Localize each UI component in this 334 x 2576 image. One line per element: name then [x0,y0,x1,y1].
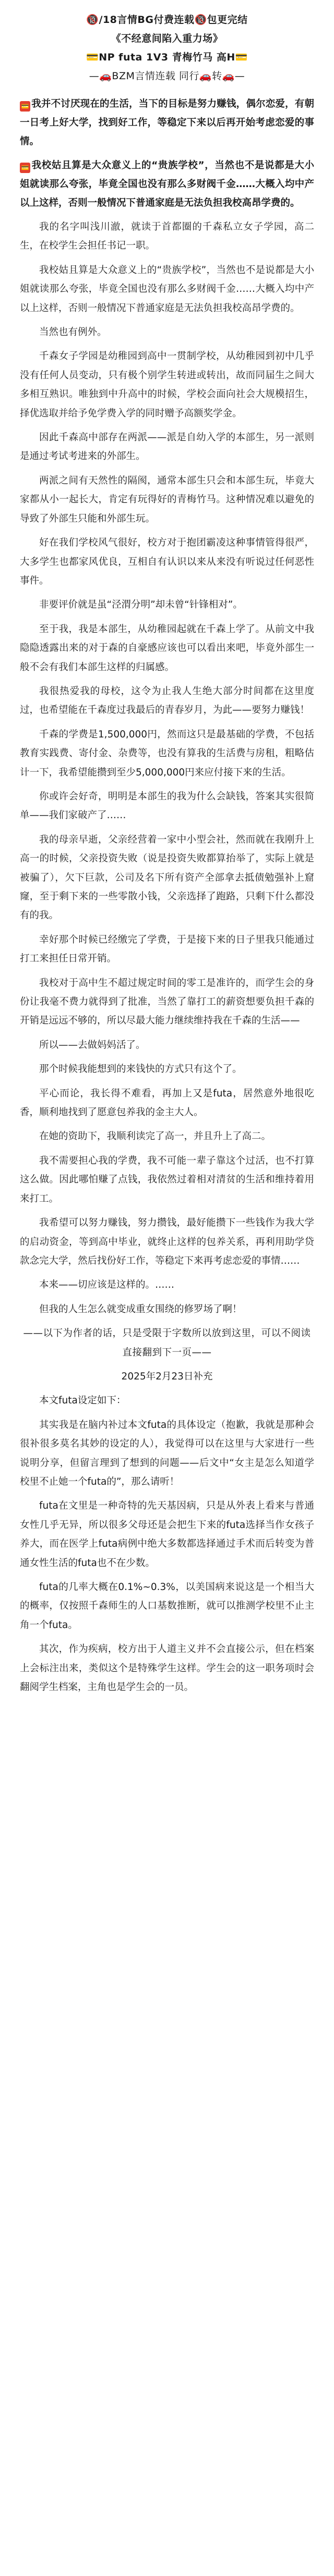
body-paragraph: 幸好那个时候已经缴完了学费，于是接下来的日子里我只能通过打工来担任日常开销。 [20,934,314,965]
repost-notice: —🚗BZM言情连载 同行🚗转🚗— [89,70,245,82]
body-paragraph: 其实我是在脑内补过本文futa的具体设定（抱歉，我就是那种会很补很多莫名其妙的设定的人），我觉得可以在这里与大家进行一些说明分享，但留言理到了想到的问题——后文中“女主是怎么知道学校里不止她一个futa的”，那么请听！ [20,1419,314,1487]
setting-heading: 本文futa设定如下： [39,1395,126,1407]
body-paragraph: 你或许会好奇，明明是本部生的我为什么会缺钱，答案其实很简单——我们家破产了…… [20,791,314,821]
body-paragraph: 我不需要担心我的学费，我不可能一辈子靠这个过活，也不打算这么做。因此哪怕赚了点钱，我依然过着相对清贫的生活和维持着用来打工。 [20,1155,314,1204]
body-paragraph: 我的名字叫浅川澈，就读于首都圈的千森私立女子学园，高二生，在校学生会担任书记一职。 [20,221,314,252]
body-paragraph: 但我的人生怎么就变成重女围绕的修罗场了啊！ [39,1303,242,1315]
card-emoji-icon: 💳 [20,163,30,173]
genre-tags: 💳NP futa 1V3 青梅竹马 高H💳 [86,52,248,63]
body-paragraph: 那个时候我能想到的来钱快的方式只有这个了。 [39,1064,242,1075]
body-paragraph: 平心而论，我长得不难看，再加上又是futa，居然意外地很吃香，顺利地找到了愿意包养我的金主大人。 [20,1088,314,1118]
body-paragraph: 两派之间有天然性的隔阂，通常本部生只会和本部生玩，毕竟大家都从小一起长大，肯定有玩得好的青梅竹马。这种情况难以避免的导致了外部生只能和外部生玩。 [20,475,314,524]
post-header [20,10,314,85]
intro-paragraph-2 [20,156,314,213]
intro-text-1: 我并不讨厌现在的生活，当下的目标是努力赚钱，偶尔恋爱，有朝一日考上好大学，找到好工作，等稳定下来以后再开始考虑恋爱的事情。 [20,98,314,147]
body-paragraph: 千森女子学园是幼稚园到高中一贯制学校，从幼稚园到初中几乎没有任何人员变动，只有极个别学生转进或转出，故而同届生之间大多相互熟识。唯独到中升高中的时候，学校会面向社会大规模招生，择优选取并给予免学费入学的同时赠予高额奖学金。 [20,351,314,419]
author-note-divider: ——以下为作者的话，只是受限于字数所以放到这里，可以不阅读直接翻到下一页—— [23,1328,311,1358]
body-paragraph: 好在我们学校风气很好，校方对于抱团霸凌这种事情管得很严，大多学生也都家风优良，互相自有认识以来从来没有听说过任何恶性事件。 [20,537,314,586]
body-paragraph: 所以——去做妈妈活了。 [39,1039,146,1051]
body-paragraph: 非要评价就是虽“泾渭分明”却未曾“针锋相对”。 [39,599,243,611]
body-paragraph: 因此千森高中部存在两派——派是自幼入学的本部生，另一派则是通过考试考进来的外部生。 [20,432,314,462]
body-paragraph: 其次，作为疾病，校方出于人道主义并不会直接公示，但在档案上会标注出来，类似这个是特殊学生这样。学生会的这一职务项时会翻阅学生档案，主角也是学生会的一员。 [20,1644,314,1693]
body-paragraph: 我校姑且算是大众意义上的“贵族学校”，当然也不是说都是大小姐就读那么夸张，毕竟全国也没有那么多财阀千金……大概入均中产以上这样，否则一般情况下普通家庭是无法负担我校高昂学费的。 [20,264,314,314]
update-date: 2025年2月23日补充 [121,1371,213,1382]
body-paragraph: 我很热爱我的母校，这令为止我人生绝大部分时间都在这里度过，也希望能在千森度过我最后的青春岁月，为此——要努力赚钱！ [20,685,314,716]
body-paragraph: 本来——切应该是这样的。…… [39,1279,175,1291]
card-emoji-icon: 💳 [20,101,30,112]
body-paragraph: futa的几率大概在0.1%~0.3%，以美国病来说这是一个相当大的概率，仅按照千森师生的人口基数推断，就可以推测学校里不止主角一个futa。 [20,1582,314,1631]
book-title: 《不经意间陷入重力场》 [111,33,223,44]
body-paragraph: 我希望可以努力赚钱，努力攒钱，最好能攒下一些钱作为我大学的启动资金，等到高中毕业，就终止这样的包养关系，再利用助学贷款念完大学，然后找份好工作，等稳定下来再考虑恋爱的事情…… [20,1217,314,1266]
chapter-body [20,218,314,1697]
series-tag-line: 🔞/18言情BG付费连载🔞包更完结 [86,14,248,26]
intro-summary [20,95,314,213]
intro-paragraph-1 [20,95,314,151]
intro-text-2: 我校姑且算是大众意义上的“贵族学校”，当然也不是说都是大小姐就读那么夸张，毕竟全国也没有那么多财阀千金……大概入均中产以上这样，否则一般情况下普通家庭是无法负担我校高昂学费的。 [20,160,314,208]
body-paragraph: 千森的学费是1,500,000円，然而这只是最基础的学费，不包括教育实践费、寄付金、杂费等，也没有算我的生活费与房租，粗略估计一下，我希望能攒到至少5,000,000円来应付接下来的生活。 [20,729,314,778]
body-paragraph: 我的母亲早逝，父亲经营着一家中小型会社，然而就在我刚升上高一的时候，父亲投资失败（说是投资失败都算抬举了，实际上就是被骗了），欠下巨款，公司及名下所有资产全部拿去抵债勉强补上窟窿，至于剩下来的一些零散小钱，父亲选择了跑路，只剩下什么都没有的我。 [20,834,314,921]
body-paragraph: 在她的资助下，我顺利读完了高一，并且升上了高二。 [39,1131,271,1142]
body-paragraph: 我校对于高中生不超过规定时间的零工是准许的，而学生会的身份让我毫不费力就得到了批准，当然了靠打工的薪资想要负担千森的开销是远远不够的，所以尽最大能力继续维持我在千森的生活—— [20,977,314,1027]
body-paragraph: 至于我，我是本部生，从幼稚园起就在千森上学了。从前文中我隐隐透露出来的对于森的自豪感应该也可以看出来吧，毕竟外部生一般不会有我们本部生这样的归属感。 [20,623,314,673]
body-paragraph: 当然也有例外。 [39,327,107,338]
body-paragraph: futa在文里是一种奇特的先天基因病，只是从外表上看来与普通女性几乎无异，所以很多父母还是会把生下来的futa选择当作女孩子养大，而在医学上futa病例中绝大多数都选择通过手术而后转变为普通女性生活的futa也不在少数。 [20,1500,314,1569]
